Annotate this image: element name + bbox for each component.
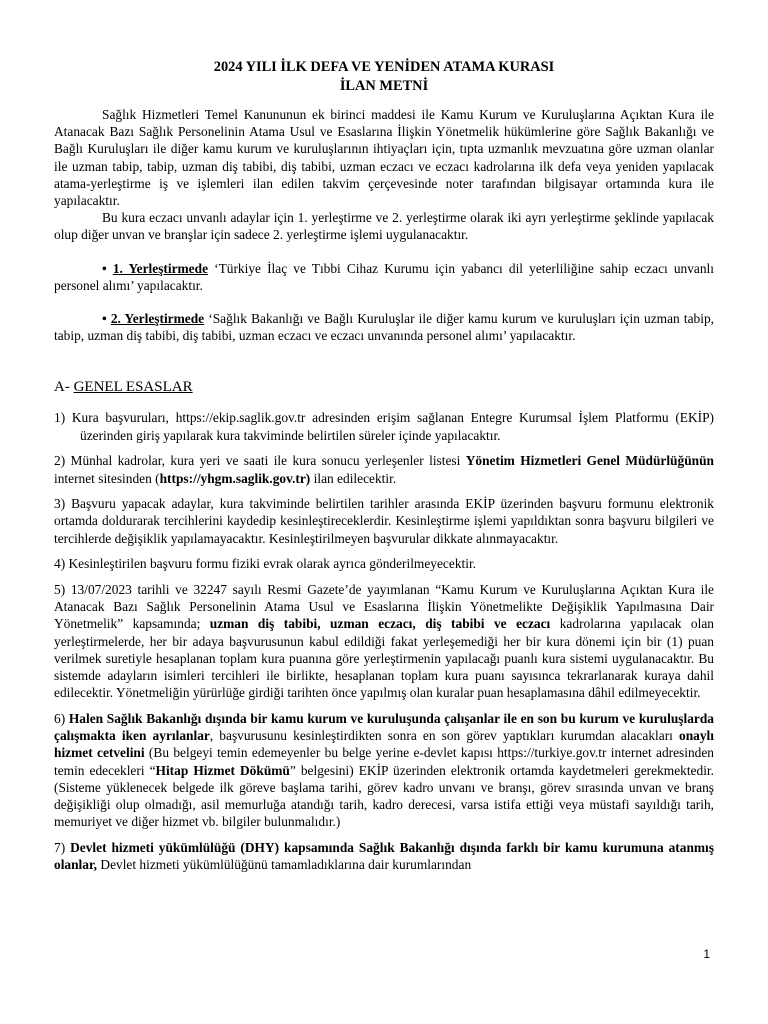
list-item-3: 3) Başvuru yapacak adaylar, kura takviminde belirtilen tarihler arasında EKİP üzerinden başvuru formunu elektronik ortamda doldurarak tercihlerini kaydedip kesinleştireceklerdir. Kesinleştirme işlemi yapıldıktan sonra başvuru bilgileri ve tercihlerde değişiklik yapılamayacaktır. Kesinleştirilmeyen başvurular dikkate alınmayacaktır. — [54, 496, 714, 546]
list-item-1: 1) Kura başvuruları, https://ekip.saglik.gov.tr adresinden erişim sağlanan Entegre Kurumsal İşlem Platformu (EKİP) üzerinden giriş yapılarak kura takviminde belirtilen süreler içinde yapılacaktır. — [54, 410, 714, 443]
bullet-marker: • — [102, 260, 107, 276]
list-item-5: 5) 13/07/2023 tarihli ve 32247 sayılı Resmi Gazete’de yayımlanan “Kamu Kurum ve Kuruluşlarına Açıktan Kura ile Atanacak Bazı Sağlık Personelinin Atama Usul ve Esaslarına İlişkin Yönetmelikte Değişiklik Yapılmasına Dair Yönetmelik” kapsamında; uzman diş tabibi, uzman eczacı, diş tabibi ve eczacı kadrolarına yapılacak olan yerleştirmelerde, her bir adaya başvurusunun kabul edildiği fakat yerleşemediği her bir kura dönemi için bir (1) puan verilmek suretiyle hesaplanan toplam kura puanına göre yerleştirmenin yapılacağı puanlı kura sistemi uygulanacaktır. Bu sistemde adayların isimleri tercihleri ile birlikte, hesaplanan toplam kura puanı sayısınca tekrarlanarak kuraya dahil edilecektir. Yönetmeliğin yürürlüğe girdiği tarihten önce yapılmış olan kuralar puan hesaplamasına dâhil edilmeyecektir. — [54, 582, 714, 701]
section-heading — [54, 378, 714, 397]
bullet-marker: • — [102, 311, 107, 327]
list-item-6: 6) Halen Sağlık Bakanlığı dışında bir kamu kurum ve kuruluşunda çalışanlar ile en son bu kurum ve kuruluşlarda çalışmakta iken ayrılanlar, başvurusunu kesinleştirdikten sonra en son görev yaptıkları kurumdan alacakları onaylı hizmet cetvelini (Bu belgeyi temin edemeyenler bu belge yerine e-devlet kapısı https://turkiye.gov.tr internet adresinden temin edecekleri “Hitap Hizmet Dökümü” belgesini) EKİP üzerinden elektronik ortamda kaydetmeleri gerekmektedir. (Sisteme yüklenecek belgede ilk göreve başlama tarihi, görev kadro unvanı ve branşı, görev sırasında unvan ve branş değişikliği olup olmadığı, asil memurluğa atandığı tarih, kadro derecesi, varsa istifa ettiği veya müstafi sayıldığı tarih, memuriyet ve diğer hizmet vb. bilgiler bulunmalıdır.) — [54, 710, 715, 830]
bullet-text: ‘Sağlık Bakanlığı ve Bağlı Kuruluşlar ile diğer kamu kurum ve kuruluşları için uzman tabip, tabip, uzman diş tabibi, diş tabibi, uzman eczacı ve eczacı unvanında personel alımı’ yapılacaktır. — [54, 311, 714, 344]
intro-paragraph-1: Sağlık Hizmetleri Temel Kanununun ek birinci maddesi ile Kamu Kurum ve Kuruluşlarına Açıktan Kura ile Atanacak Bazı Sağlık Personelinin Atama Usul ve Esaslarına İlişkin Yönetmelik hükümlerine göre Sağlık Bakanlığı ve Bağlı Kuruluşları ile diğer kamu kurum ve kuruluşlarının ihtiyaçları için, tıpta uzmanlık mevzuatına göre uzman olanlar ile uzman tabip, tabip, uzman diş tabibi, diş tabibi, uzman eczacı ve eczacı kadrolarına ilk defa veya yeniden yapılacak atama-yerleştirme iş ve işlemleri ilan edilen takvim çerçevesinde noter tarafından bilgisayar ortamında kura ile yapılacaktır. — [54, 107, 714, 209]
bullet-label: 2. Yerleştirmede — [110, 311, 205, 327]
section-prefix: A- — [54, 379, 70, 396]
document-title — [54, 58, 714, 96]
bullet-text: ‘Türkiye İlaç ve Tıbbi Cihaz Kurumu için yabancı dil yeterliliğine sahip eczacı unvanlı personel alımı’ yapılacaktır. — [54, 260, 714, 293]
bullet-label: 1. Yerleştirmede — [112, 260, 209, 276]
list-item-7: 7) Devlet hizmeti yükümlülüğü (DHY) kapsamında Sağlık Bakanlığı dışında farklı bir kamu kurumuna atanmış olanlar, Devlet hizmeti yükümlülüğünü tamamladıklarına dair kurumlarından — [54, 839, 714, 873]
section-title: GENEL ESASLAR — [73, 379, 193, 396]
page-number: 1 — [703, 947, 710, 961]
title-line-2: İLAN METNİ — [339, 78, 429, 94]
title-line-1: 2024 YILI İLK DEFA VE YENİDEN ATAMA KURASI — [213, 59, 555, 75]
bullet-first-placement — [54, 260, 714, 294]
intro-paragraph-2: Bu kura eczacı unvanlı adaylar için 1. yerleştirme ve 2. yerleştirme olarak iki ayrı yerleştirme şeklinde yapılacak olup diğer unvan ve branşlar için sadece 2. yerleştirme işlemi uygulanacaktır. — [54, 210, 714, 243]
document-body — [54, 58, 714, 873]
bullet-second-placement — [54, 310, 714, 344]
list-item-2: 2) Münhal kadrolar, kura yeri ve saati ile kura sonucu yerleşenler listesi Yönetim Hizmetleri Genel Müdürlüğünün internet sitesinden (https://yhgm.saglik.gov.tr) ilan edilecektir. — [54, 453, 714, 486]
list-item-4: 4) Kesinleştirilen başvuru formu fiziki evrak olarak ayrıca gönderilmeyecektir. — [54, 556, 477, 572]
